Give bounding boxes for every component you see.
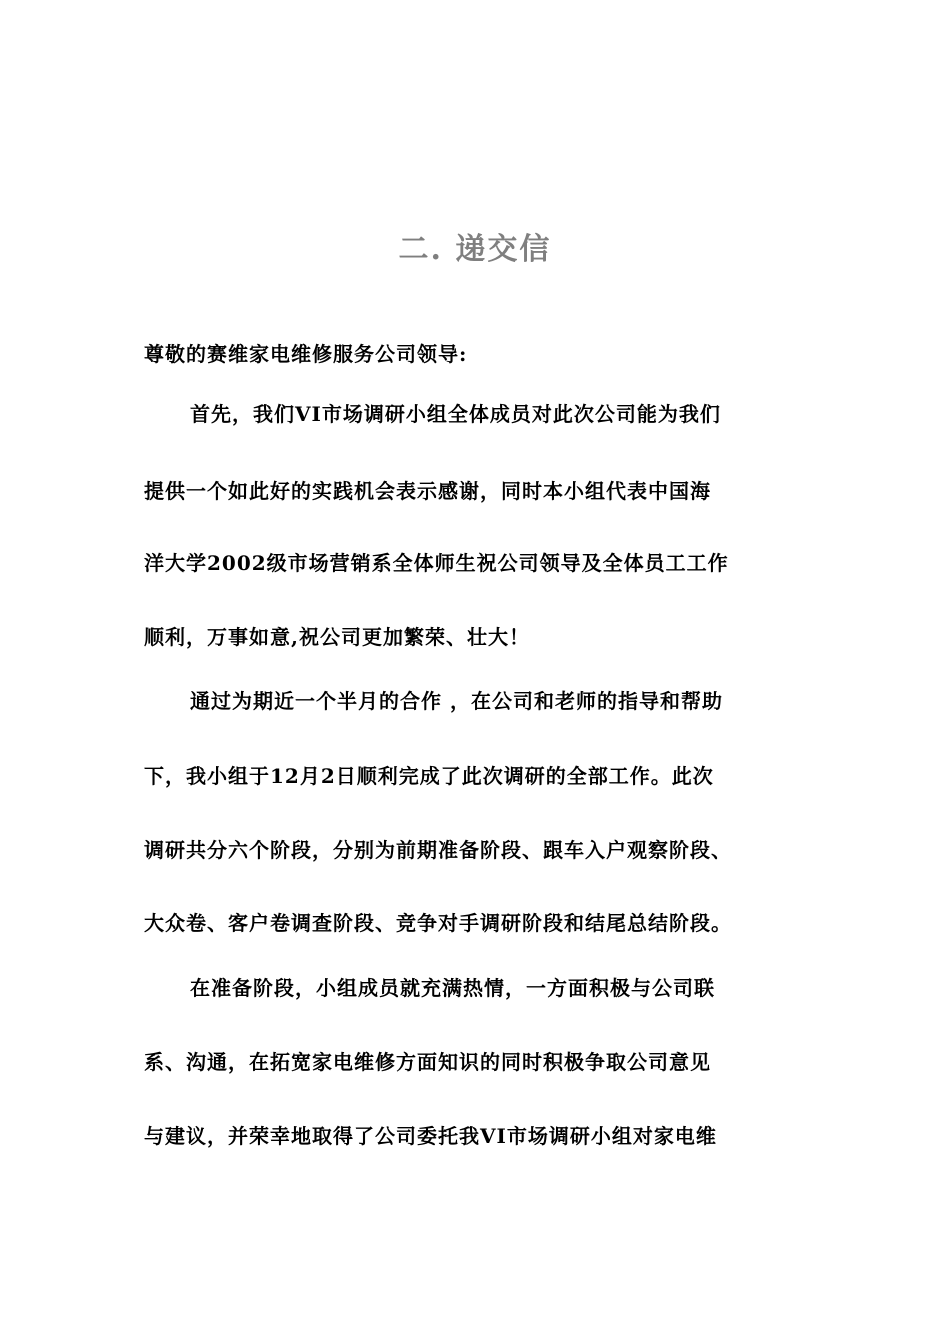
salutation: 尊敬的赛维家电维修服务公司领导:: [144, 342, 468, 366]
paragraph-line: 与建议，并荣幸地取得了公司委托我VI市场调研小组对家电维: [144, 1124, 717, 1148]
paragraph-line: 在准备阶段，小组成员就充满热情，一方面积极与公司联: [190, 976, 715, 1000]
paragraph-line: 系、沟通，在拓宽家电维修方面知识的同时积极争取公司意见: [144, 1050, 711, 1074]
paragraph-line: 调研共分六个阶段，分别为前期准备阶段、跟车入户观察阶段、: [144, 838, 732, 862]
paragraph-line: 洋大学2002级市场营销系全体师生祝公司领导及全体员工工作: [144, 551, 729, 575]
paragraph-line: 下，我小组于12月2日顺利完成了此次调研的全部工作。此次: [144, 764, 714, 788]
paragraph-line: 大众卷、客户卷调查阶段、竞争对手调研阶段和结尾总结阶段。: [144, 911, 732, 935]
paragraph-line: 通过为期近一个半月的合作 ，在公司和老师的指导和帮助: [190, 689, 723, 713]
page-title: 二. 递交信: [398, 232, 552, 267]
paragraph-line: 顺利，万事如意,祝公司更加繁荣、壮大！: [144, 625, 530, 649]
paragraph-line: 首先，我们VI市场调研小组全体成员对此次公司能为我们: [190, 402, 721, 426]
paragraph-line: 提供一个如此好的实践机会表示感谢，同时本小组代表中国海: [144, 479, 711, 503]
